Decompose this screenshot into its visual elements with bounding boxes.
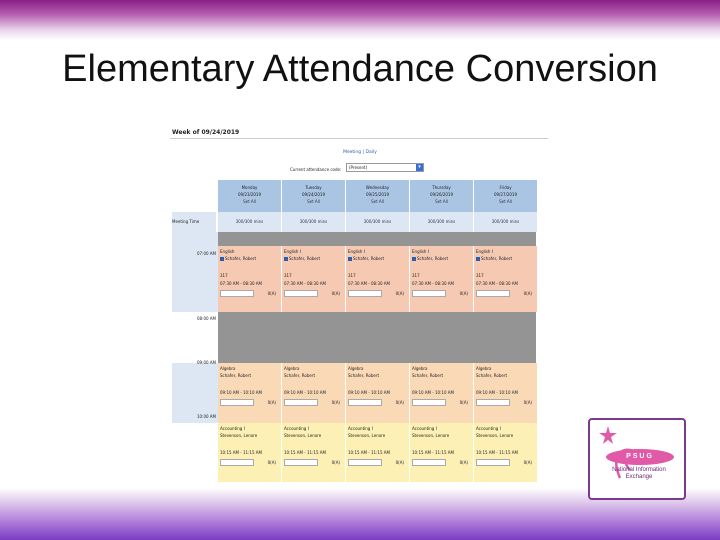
day-name: Monday — [241, 185, 258, 190]
class-time: 07:30 AM - 08:30 AM — [348, 281, 390, 286]
room-number: 317 — [284, 273, 292, 278]
week-title: Week of 09/24/2019 — [172, 129, 240, 136]
class-time: 07:30 AM - 08:30 AM — [284, 281, 326, 286]
class-time: 07:30 AM - 08:30 AM — [220, 281, 262, 286]
day-header — [346, 180, 410, 212]
attendance-code-select[interactable] — [346, 163, 424, 172]
teacher-name: Stevenson, Lenore — [348, 433, 386, 438]
teacher-row — [220, 256, 256, 261]
class-cell[interactable] — [282, 423, 346, 482]
room-number: 317 — [412, 273, 420, 278]
teacher-icon — [476, 257, 480, 261]
meeting-minutes: 300/300 mins — [346, 212, 410, 232]
attendance-count: 0(A) — [267, 400, 276, 405]
course-name: Algebra — [284, 366, 300, 371]
teacher-name: Schafer, Robert — [284, 373, 316, 378]
grid-separator — [218, 232, 536, 246]
class-cell[interactable] — [474, 363, 538, 423]
class-time: 07:30 AM - 08:30 AM — [412, 281, 454, 286]
day-date: 09/26/2019 — [429, 192, 454, 197]
course-name: Accounting I — [412, 426, 437, 431]
attendance-input[interactable] — [412, 290, 446, 297]
teacher-name: Stevenson, Lenore — [284, 433, 322, 438]
teacher-name: Schafer, Robert — [412, 373, 444, 378]
meeting-minutes: 300/300 mins — [474, 212, 538, 232]
slide-title: Elementary Attendance Conversion — [62, 48, 658, 90]
attendance-count: 0(A) — [395, 400, 404, 405]
attendance-count: 0(A) — [395, 291, 404, 296]
class-cell[interactable] — [282, 246, 346, 312]
teacher-row — [412, 373, 443, 378]
attendance-input[interactable] — [476, 290, 510, 297]
teacher-name: Stevenson, Lenore — [220, 433, 258, 438]
teacher-name: Schafer, Robert — [289, 256, 321, 261]
course-name: Accounting I — [284, 426, 309, 431]
teacher-name: Schafer, Robert — [481, 256, 513, 261]
room-number: 317 — [476, 273, 484, 278]
class-cell[interactable] — [218, 423, 282, 482]
class-cell[interactable] — [282, 363, 346, 423]
teacher-row — [284, 256, 320, 261]
teacher-row — [348, 373, 379, 378]
course-name: Accounting I — [220, 426, 245, 431]
attendance-input[interactable] — [476, 399, 510, 406]
day-name: Thursday — [432, 185, 451, 190]
attendance-count: 0(A) — [523, 291, 532, 296]
attendance-count: 0(A) — [331, 400, 340, 405]
set-all-link[interactable]: Set All — [371, 199, 384, 204]
teacher-row — [348, 433, 385, 438]
day-date: 09/23/2019 — [237, 192, 262, 197]
teacher-row — [476, 256, 512, 261]
teacher-name: Stevenson, Lenore — [476, 433, 514, 438]
gap-block — [218, 312, 536, 363]
time-label: 08:00 AM — [197, 316, 216, 321]
chevron-down-icon[interactable]: ▾ — [416, 164, 423, 171]
teacher-row — [476, 373, 507, 378]
teacher-icon — [348, 257, 352, 261]
time-label: 10:00 AM — [197, 414, 216, 419]
course-name: English I — [476, 249, 493, 254]
attendance-input[interactable] — [476, 459, 510, 466]
class-cell[interactable] — [410, 246, 474, 312]
class-cell[interactable] — [346, 363, 410, 423]
course-name: Algebra — [476, 366, 492, 371]
time-column — [172, 232, 218, 312]
attendance-input[interactable] — [220, 399, 254, 406]
teacher-name: Schafer, Robert — [348, 373, 380, 378]
top-gradient-band — [0, 0, 720, 40]
class-time: 07:30 AM - 08:30 AM — [476, 281, 518, 286]
set-all-link[interactable]: Set All — [307, 199, 320, 204]
course-name: English I — [284, 249, 301, 254]
course-name: Accounting I — [348, 426, 373, 431]
psug-logo — [588, 418, 686, 500]
attendance-count: 0(A) — [331, 460, 340, 465]
day-date: 09/27/2019 — [493, 192, 518, 197]
course-name: English I — [412, 249, 429, 254]
teacher-row — [412, 433, 449, 438]
logo-text-line2: Exchange — [625, 474, 653, 480]
class-time: 10:15 AM - 11:15 AM — [220, 450, 262, 455]
day-name: Friday — [499, 185, 512, 190]
teacher-icon — [220, 257, 224, 261]
attendance-count: 0(A) — [267, 460, 276, 465]
meeting-time-label: Meeting Time — [172, 212, 216, 232]
teacher-name: Schafer, Robert — [476, 373, 508, 378]
day-header — [474, 180, 538, 212]
class-time: 10:15 AM - 11:15 AM — [476, 450, 518, 455]
teacher-name: Stevenson, Lenore — [412, 433, 450, 438]
attendance-count: 0(A) — [459, 400, 468, 405]
attendance-count: 0(A) — [523, 460, 532, 465]
teacher-row — [412, 256, 448, 261]
day-date: 09/24/2019 — [301, 192, 326, 197]
class-cell[interactable] — [218, 246, 282, 312]
attendance-input[interactable] — [284, 459, 318, 466]
day-name: Tuesday — [305, 185, 322, 190]
attendance-count: 0(A) — [395, 460, 404, 465]
attendance-input[interactable] — [412, 399, 446, 406]
teacher-row — [284, 373, 315, 378]
attendance-count: 0(A) — [459, 291, 468, 296]
set-all-link[interactable]: Set All — [243, 199, 256, 204]
attendance-input[interactable] — [220, 459, 254, 466]
teacher-row — [348, 256, 384, 261]
day-name: Wednesday — [365, 185, 390, 190]
teacher-row — [476, 433, 513, 438]
logo-text-line1: National Information — [612, 467, 666, 473]
attendance-count: 0(A) — [331, 291, 340, 296]
class-cell[interactable] — [410, 363, 474, 423]
attendance-screenshot — [170, 126, 548, 482]
class-cell[interactable] — [474, 246, 538, 312]
teacher-row — [284, 433, 321, 438]
class-cell[interactable] — [218, 363, 282, 423]
course-name: English — [220, 249, 235, 254]
teacher-name: Schafer, Robert — [417, 256, 449, 261]
set-all-link[interactable]: Set All — [499, 199, 512, 204]
divider — [170, 138, 548, 139]
teacher-icon — [284, 257, 288, 261]
course-name: Accounting I — [476, 426, 501, 431]
meeting-minutes: 300/300 mins — [282, 212, 346, 232]
teacher-row — [220, 373, 251, 378]
teacher-name: Schafer, Robert — [225, 256, 257, 261]
time-label: 07:00 AM — [197, 251, 216, 256]
day-date: 09/25/2019 — [365, 192, 390, 197]
logo-letters: PSUG — [626, 453, 654, 460]
class-time: 09:10 AM - 10:10 AM — [476, 390, 518, 395]
attendance-input[interactable] — [348, 459, 382, 466]
attendance-count: 0(A) — [459, 460, 468, 465]
teacher-row — [220, 433, 257, 438]
course-name: English I — [348, 249, 365, 254]
room-number: 317 — [220, 273, 228, 278]
class-time: 10:15 AM - 11:15 AM — [284, 450, 326, 455]
attendance-count: 0(A) — [523, 400, 532, 405]
class-cell[interactable] — [474, 423, 538, 482]
attendance-input[interactable] — [284, 399, 318, 406]
attendance-input[interactable] — [412, 459, 446, 466]
teacher-name: Schafer, Robert — [220, 373, 252, 378]
logo-text — [598, 467, 680, 481]
teacher-name: Schafer, Robert — [353, 256, 385, 261]
course-name: Algebra — [348, 366, 364, 371]
attendance-input[interactable] — [348, 290, 382, 297]
attendance-code-value: (Present) — [349, 165, 368, 170]
meeting-minutes: 300/300 mins — [410, 212, 474, 232]
class-time: 09:10 AM - 10:10 AM — [348, 390, 390, 395]
set-all-link[interactable]: Set All — [435, 199, 448, 204]
attendance-code-label: Current attendance code: — [290, 167, 342, 172]
course-name: Algebra — [412, 366, 428, 371]
class-cell[interactable] — [346, 423, 410, 482]
day-header — [218, 180, 282, 212]
class-time: 09:10 AM - 10:10 AM — [220, 390, 262, 395]
time-label: 09:00 AM — [197, 360, 216, 365]
room-number: 317 — [348, 273, 356, 278]
day-header — [282, 180, 346, 212]
class-cell[interactable] — [346, 246, 410, 312]
teacher-icon — [412, 257, 416, 261]
attendance-input[interactable] — [220, 290, 254, 297]
meeting-link[interactable]: Meeting | Daily — [343, 150, 377, 155]
class-time: 09:10 AM - 10:10 AM — [284, 390, 326, 395]
attendance-input[interactable] — [284, 290, 318, 297]
course-name: Algebra — [220, 366, 236, 371]
class-cell[interactable] — [410, 423, 474, 482]
attendance-count: 0(A) — [267, 291, 276, 296]
day-header — [410, 180, 474, 212]
class-time: 10:15 AM - 11:15 AM — [412, 450, 454, 455]
attendance-input[interactable] — [348, 399, 382, 406]
class-time: 10:15 AM - 11:15 AM — [348, 450, 390, 455]
class-time: 09:10 AM - 10:10 AM — [412, 390, 454, 395]
time-column-late — [172, 423, 218, 482]
meeting-minutes: 300/300 mins — [218, 212, 282, 232]
